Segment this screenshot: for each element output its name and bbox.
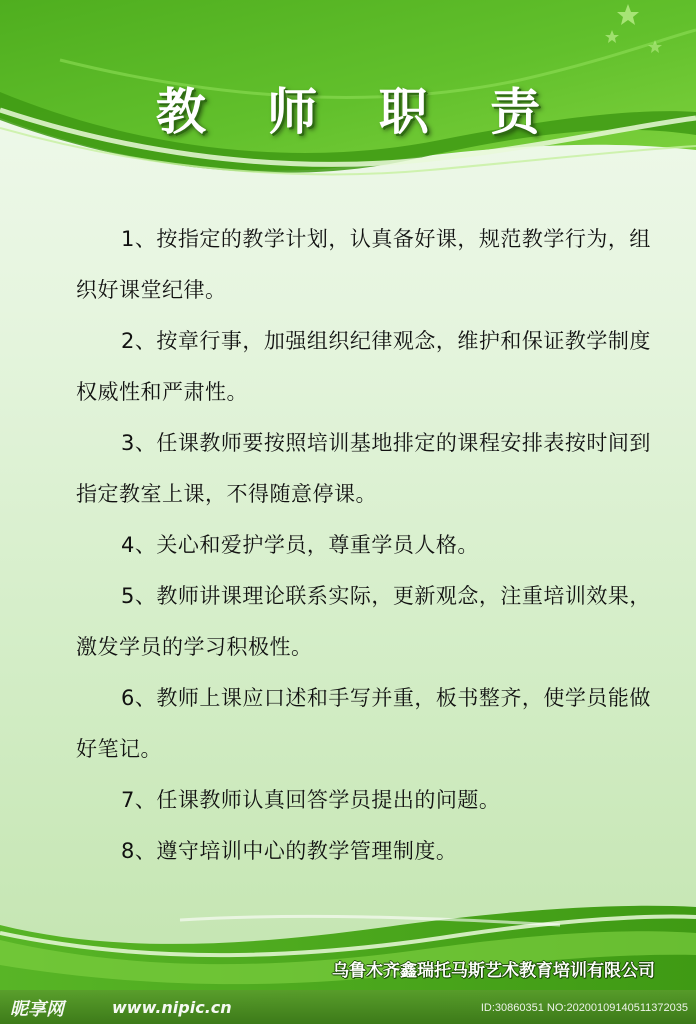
duty-item-1: 1、按指定的教学计划，认真备好课，规范教学行为，组织好课堂纪律。 <box>76 227 651 302</box>
page-title: 教 师 职 责 <box>155 83 563 141</box>
duty-item-3: 3、任课教师要按照培训基地排定的课程安排表按时间到指定教室上课，不得随意停课。 <box>76 431 651 506</box>
duty-item-6: 6、教师上课应口述和手写并重，板书整齐，使学员能做好笔记。 <box>76 686 651 761</box>
watermark-logo: 昵享网 <box>10 999 64 1020</box>
watermark-id: ID:30860351 NO:20200109140511372035 <box>480 1002 688 1014</box>
duty-item-2: 2、按章行事，加强组织纪律观念，维护和保证教学制度权威性和严肃性。 <box>76 329 651 404</box>
duty-item-5: 5、教师讲课理论联系实际，更新观念，注重培训效果，激发学员的学习积极性。 <box>76 584 651 659</box>
duties-list <box>76 214 656 877</box>
duty-item-7: 7、任课教师认真回答学员提出的问题。 <box>121 788 501 812</box>
duty-item-4: 4、关心和爱护学员，尊重学员人格。 <box>121 533 479 557</box>
watermark-url: www.nipic.cn <box>112 998 232 1017</box>
company-name: 乌鲁木齐鑫瑞托马斯艺术教育培训有限公司 <box>332 961 655 981</box>
duty-item-8: 8、遵守培训中心的教学管理制度。 <box>121 839 458 863</box>
